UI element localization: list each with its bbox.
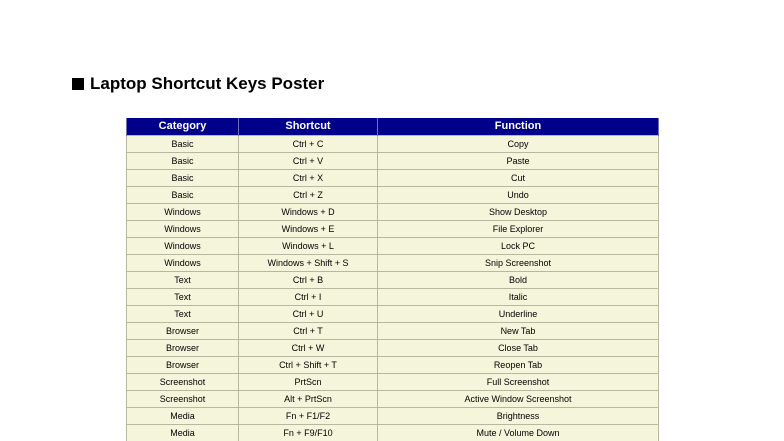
table-row [127,306,659,323]
cell-category: Screenshot [127,391,239,408]
cell-category: Windows [127,221,239,238]
cell-shortcut: Alt + PrtScn [239,391,378,408]
table-row [127,391,659,408]
cell-category: Text [127,272,239,289]
table-row [127,153,659,170]
table-row [127,357,659,374]
cell-category: Text [127,306,239,323]
cell-function: New Tab [378,323,659,340]
cell-function: Cut [378,170,659,187]
cell-category: Windows [127,255,239,272]
cell-category: Basic [127,153,239,170]
cell-function: Mute / Volume Down [378,425,659,441]
cell-category: Browser [127,323,239,340]
table-row [127,238,659,255]
cell-category: Media [127,425,239,441]
cell-shortcut: Ctrl + V [239,153,378,170]
cell-shortcut: Fn + F1/F2 [239,408,378,425]
cell-category: Media [127,408,239,425]
cell-function: Lock PC [378,238,659,255]
cell-category: Text [127,289,239,306]
cell-function: Copy [378,136,659,153]
cell-function: Full Screenshot [378,374,659,391]
table-row [127,289,659,306]
header-category: Category [127,118,239,136]
cell-category: Browser [127,340,239,357]
cell-function: Close Tab [378,340,659,357]
cell-function: Underline [378,306,659,323]
cell-shortcut: Ctrl + C [239,136,378,153]
table-row [127,136,659,153]
table-row [127,425,659,441]
cell-function: Reopen Tab [378,357,659,374]
cell-shortcut: Windows + E [239,221,378,238]
cell-category: Basic [127,136,239,153]
cell-shortcut: Ctrl + U [239,306,378,323]
square-bullet-icon [72,78,84,90]
table-row [127,374,659,391]
cell-category: Screenshot [127,374,239,391]
table-row [127,170,659,187]
cell-shortcut: Windows + Shift + S [239,255,378,272]
cell-shortcut: Ctrl + I [239,289,378,306]
table-row [127,221,659,238]
shortcut-table [126,118,659,441]
cell-function: Brightness [378,408,659,425]
cell-category: Browser [127,357,239,374]
cell-function: Snip Screenshot [378,255,659,272]
cell-category: Windows [127,238,239,255]
cell-shortcut: Ctrl + W [239,340,378,357]
table-header-row [127,118,659,136]
cell-shortcut: Ctrl + B [239,272,378,289]
cell-shortcut: PrtScn [239,374,378,391]
table-row [127,340,659,357]
page-title-text: Laptop Shortcut Keys Poster [90,74,325,93]
cell-category: Windows [127,204,239,221]
cell-function: Undo [378,187,659,204]
header-shortcut: Shortcut [239,118,378,136]
table-row [127,187,659,204]
cell-shortcut: Fn + F9/F10 [239,425,378,441]
table-row [127,204,659,221]
cell-function: Bold [378,272,659,289]
page-title [72,74,324,94]
cell-category: Basic [127,187,239,204]
cell-function: Active Window Screenshot [378,391,659,408]
cell-shortcut: Ctrl + X [239,170,378,187]
table-row [127,255,659,272]
table-row [127,272,659,289]
cell-shortcut: Windows + D [239,204,378,221]
cell-shortcut: Ctrl + T [239,323,378,340]
table-body [127,136,659,441]
cell-function: Italic [378,289,659,306]
table-row [127,408,659,425]
cell-shortcut: Ctrl + Z [239,187,378,204]
cell-function: File Explorer [378,221,659,238]
cell-function: Show Desktop [378,204,659,221]
header-function: Function [378,118,659,136]
table-row [127,323,659,340]
cell-shortcut: Ctrl + Shift + T [239,357,378,374]
cell-category: Basic [127,170,239,187]
cell-function: Paste [378,153,659,170]
cell-shortcut: Windows + L [239,238,378,255]
